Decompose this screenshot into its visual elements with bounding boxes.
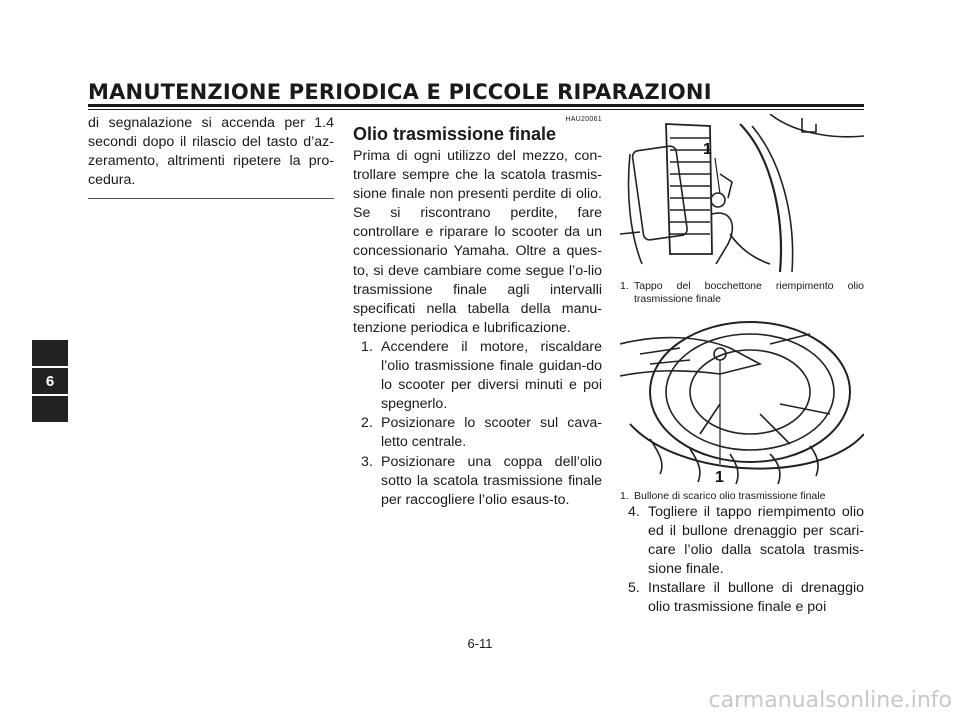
step-item [353,414,602,452]
paragraph-continuation: di segnalazione si accenda per 1.4 secondi dopo il rilascio del tasto d’az-zeramento, altrimenti ripetere la pro-cedura. [88,115,334,189]
header-rule [88,104,864,107]
drain-bolt-illustration [620,314,864,484]
section-code: HAU20061 [565,116,602,123]
section-title: Olio trasmissione finale [353,124,557,144]
figure2-callout: 1 [715,469,724,484]
column-middle [353,114,602,510]
column-left [88,114,334,199]
figure-drain-bolt [620,314,864,484]
step-text: Posizionare una coppa dell’olio sotto la scatola trasmissione finale per raccogliere l’olio esaus-to. [381,453,602,508]
column-right [620,114,864,618]
chapter-tab: 6 [32,368,68,394]
step-text: Posizionare lo scooter sul cava-letto centrale. [381,415,602,451]
step-number: 3. [361,453,373,470]
caption-text: Tappo del bocchettone riempimento olio trasmissione finale [634,280,864,305]
step-text: Installare il bullone di drenaggio olio trasmissione finale e poi [648,580,864,616]
step-number: 5. [628,580,640,597]
chapter-bar [32,340,68,366]
header-rule-thin [88,109,864,110]
step-item [353,338,602,414]
step-item [620,579,864,617]
step-text: Accendere il motore, riscaldare l’olio trasmissione finale guidan-do lo scooter per diversi minuti e poi spegnerlo. [381,338,602,413]
watermark: carmanualsonline.info [708,688,952,713]
caption-number: 1. [620,280,629,292]
step-item [353,453,602,510]
figure1-caption [620,280,864,306]
page-number: 6-11 [467,636,493,651]
caption-text: Bullone di scarico olio trasmissione finale [634,490,826,502]
page-header-title: MANUTENZIONE PERIODICA E PICCOLE RIPARAZIONI [88,80,712,104]
figure1-callout: 1 [703,141,712,158]
caption-number: 1. [620,490,629,502]
step-number: 1. [361,338,373,355]
section-intro: Prima di ogni utilizzo del mezzo, con-trollare sempre che la scatola trasmis-sione finale non presenti perdite di olio. Se si riscontrano perdite, fare controllare e riparare lo scooter da un concessionario Yamaha. Oltre a ques-to, si deve cambiare come segue l’o-lio trasmissione finale agli intervalli specificati nella tabella della manu-tenzione periodica e lubrificazione. [353,148,602,336]
steps-list-continued [620,503,864,618]
figure-filler-cap [620,114,864,274]
filler-cap-illustration [620,114,864,274]
chapter-bar [32,396,68,422]
section-divider [88,198,334,199]
step-number: 2. [361,415,373,432]
step-item [620,503,864,579]
steps-list [353,338,602,510]
step-number: 4. [628,504,640,520]
figure2-caption [620,490,864,503]
step-text: Togliere il tappo riempimento olio ed il bullone drenaggio per scari-care l’olio dalla scatola trasmis-sione finale. [648,504,864,578]
